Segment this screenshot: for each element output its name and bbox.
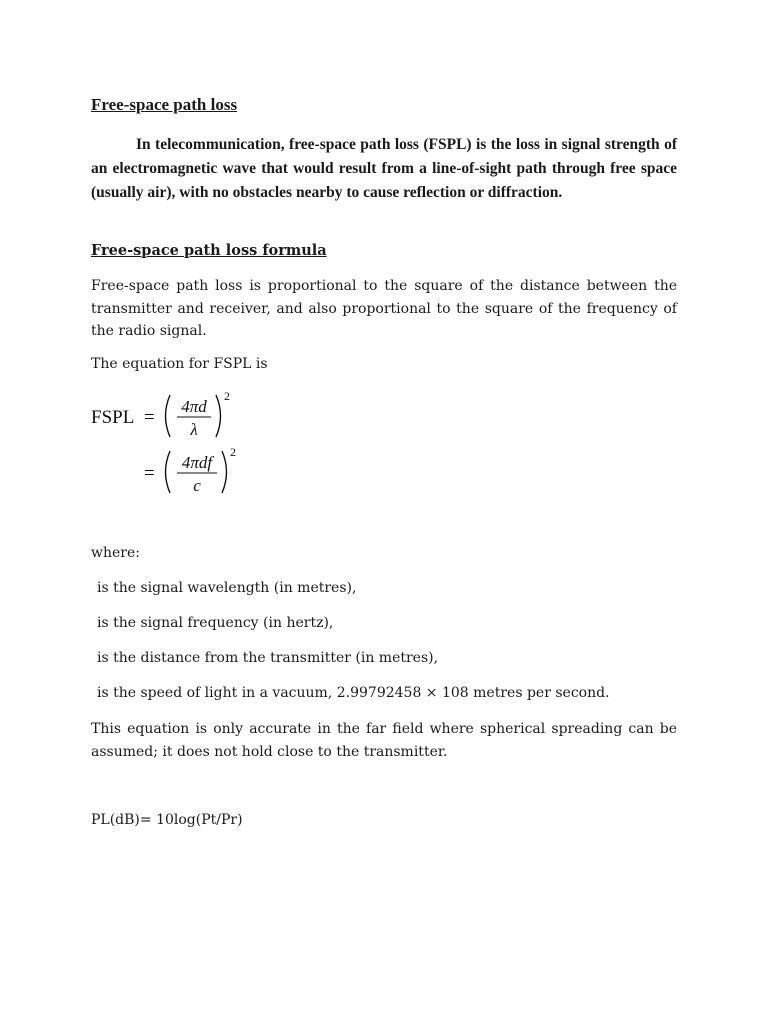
formula-denominator-1: λ (190, 420, 198, 439)
formula-numerator-1: 4πd (181, 397, 207, 416)
formula-numerator-2: 4πdf (181, 453, 213, 472)
paren-left-2 (166, 451, 171, 493)
page-title: Free-space path loss (91, 95, 238, 114)
formula-equals-2: = (144, 463, 155, 484)
formula-exponent-1: 2 (224, 389, 230, 403)
path-loss-db-formula: PL(dB)= 10log(Pt/Pr) (91, 812, 243, 828)
formula-lhs: FSPL (91, 407, 135, 428)
where-label: where: (91, 545, 140, 561)
term-wavelength: is the signal wavelength (in metres), (97, 580, 357, 596)
term-distance: is the distance from the transmitter (in metres), (97, 650, 439, 666)
far-field-paragraph: This equation is only accurate in the far field where spherical spreading can be assumed; it does not hold close to the transmitter. (91, 721, 677, 760)
section-heading: Free-space path loss formula (91, 242, 327, 259)
formula-equals-1: = (144, 407, 155, 428)
paren-right-1 (216, 395, 221, 437)
fspl-formula (91, 383, 291, 503)
formula-denominator-2: c (193, 476, 201, 495)
paren-left-1 (166, 395, 171, 437)
proportionality-paragraph: Free-space path loss is proportional to the square of the distance between the transmitter and receiver, and also proportional to the square of the frequency of the radio signal. (91, 278, 677, 339)
term-frequency: is the signal frequency (in hertz), (97, 615, 334, 631)
equation-intro: The equation for FSPL is (91, 356, 268, 372)
formula-exponent-2: 2 (230, 445, 236, 459)
paren-right-2 (222, 451, 227, 493)
term-speed-of-light: is the speed of light in a vacuum, 2.99792458 × 108 metres per second. (97, 685, 610, 701)
intro-paragraph: In telecommunication, free-space path loss (FSPL) is the loss in signal strength of an electromagnetic wave that would result from a line-of-sight path through free space (usually air), with no obstacles nearby to cause reflection or diffraction. (91, 136, 677, 201)
